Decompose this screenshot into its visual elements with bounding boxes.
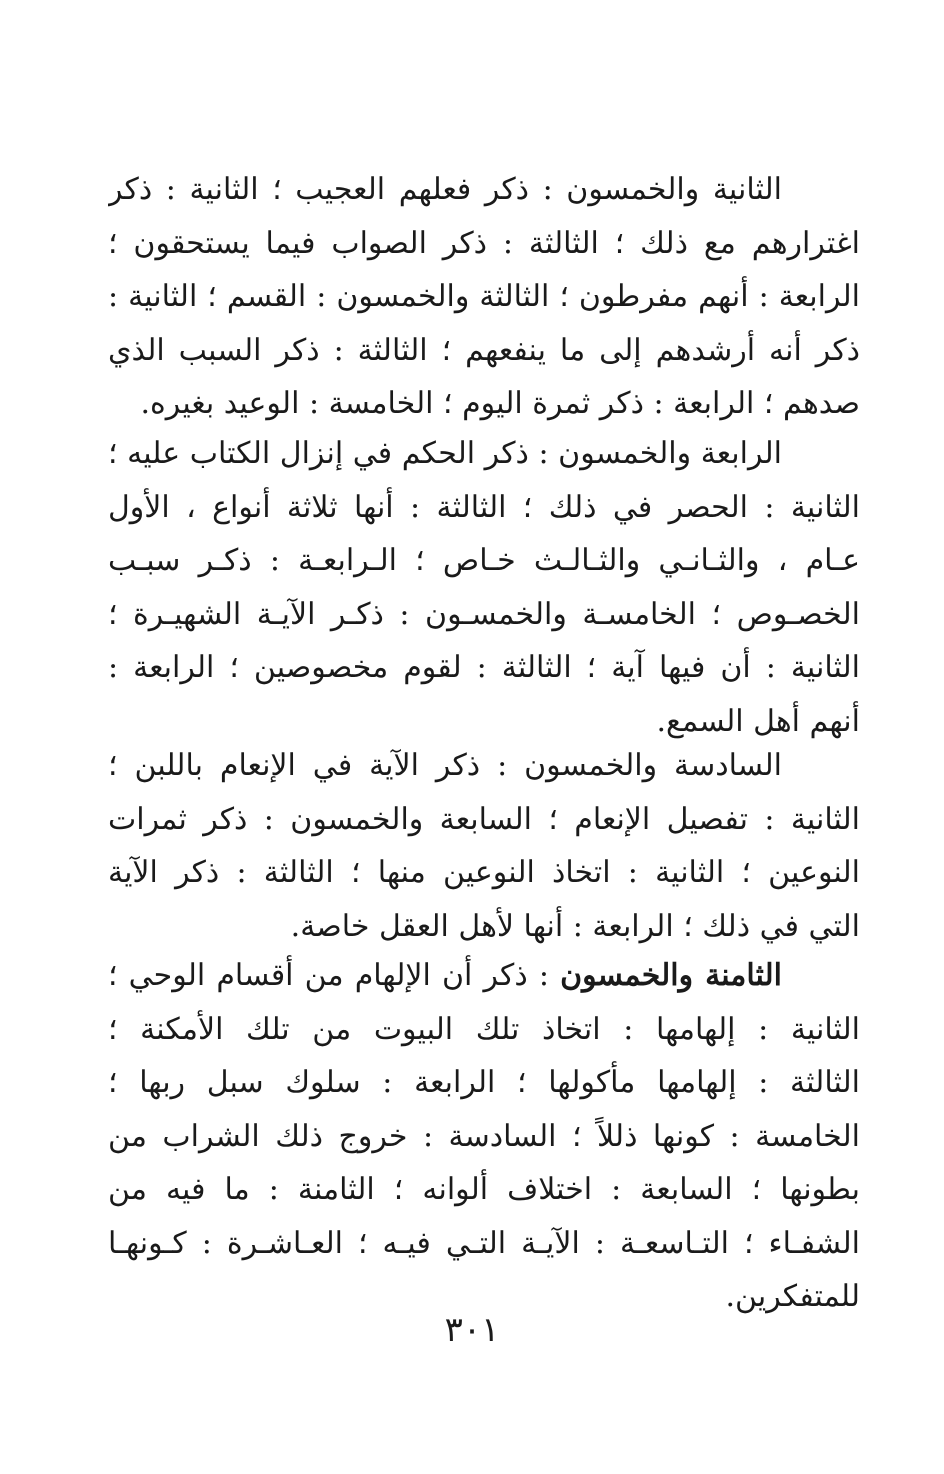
paragraph-4-line-2: الثانية : إلهامها : اتخاذ تلك البيوت من تلك الأمكنة ؛ bbox=[108, 1011, 860, 1047]
paragraph-1 bbox=[108, 163, 860, 431]
paragraph-1-line-4: ذكر أنه أرشدهم إلى ما ينفعهم ؛ الثالثة : ذكر السبب الذي bbox=[108, 332, 860, 368]
paragraph-2 bbox=[108, 427, 860, 748]
paragraph-3-line-3: النوعين ؛ الثانية : اتخاذ النوعين منها ؛ الثالثة : ذكر الآية bbox=[108, 855, 860, 890]
paragraph-2-line-3: عـام ، والثـانـي والثـالـث خـاص ؛ الـرابعـة : ذكـر سبـب bbox=[108, 543, 860, 578]
paragraph-2-line-2: الثانية : الحصر في ذلك ؛ الثالثة : أنها ثلاثة أنواع ، الأول bbox=[108, 489, 860, 525]
paragraph-3-line-4: التي في ذلك ؛ الرابعة : أنها لأهل العقل خاصة. bbox=[290, 908, 860, 944]
paragraph-4-line-1 bbox=[108, 949, 860, 1003]
paragraph-4 bbox=[108, 949, 860, 1324]
paragraph-1-line-2: اغترارهم مع ذلك ؛ الثالثة : ذكر الصواب فيما يستحقون ؛ bbox=[108, 225, 860, 261]
paragraph-3 bbox=[108, 739, 860, 953]
paragraph-3-line-2: الثانية : تفصيل الإنعام ؛ السابعة والخمسون : ذكر ثمرات bbox=[108, 801, 860, 837]
paragraph-4-line-6: الشفـاء ؛ التـاسعـة : الآيـة التـي فيـه ؛ العـاشـرة : كـونهـا bbox=[108, 1225, 860, 1261]
paragraph-1-line-5: صدهم ؛ الرابعة : ذكر ثمرة اليوم ؛ الخامسة : الوعيد بغيره. bbox=[140, 386, 860, 421]
paragraph-2-line-5: الثانية : أن فيها آية ؛ الثالثة : لقوم مخصوصين ؛ الرابعة : bbox=[108, 650, 860, 685]
paragraph-4-lead: الثامنة والخمسون bbox=[560, 958, 782, 993]
paragraph-4-line-5: بطونها ؛ السابعة : اختلاف ألوانه ؛ الثامنة : ما فيه من bbox=[108, 1172, 860, 1207]
paragraph-4-line-3: الثالثة : إلهامها مأكولها ؛ الرابعة : سلوك سبل ربها ؛ bbox=[108, 1065, 860, 1100]
page-number: ٣٠١ bbox=[444, 1310, 500, 1350]
paragraph-2-line-1: الرابعة والخمسون : ذكر الحكم في إنزال الكتاب عليه ؛ bbox=[108, 436, 782, 471]
paragraph-3-line-1: السادسة والخمسون : ذكر الآية في الإنعام باللبن ؛ bbox=[108, 748, 782, 783]
paragraph-2-line-4: الخصـوص ؛ الخامسـة والخمسـون : ذكـر الآيـة الشهيـرة ؛ bbox=[108, 596, 860, 632]
paragraph-4-line-7: للمتفكرين. bbox=[725, 1279, 860, 1314]
paragraph-1-line-3: الرابعة : أنهم مفرطون ؛ الثالثة والخمسون : القسم ؛ الثانية : bbox=[108, 279, 860, 314]
paragraph-4-line-4: الخامسة : كونها ذللاً ؛ السادسة : خروج ذلك الشراب من bbox=[108, 1118, 860, 1154]
paragraph-2-line-6: أنهم أهل السمع. bbox=[656, 703, 860, 739]
paragraph-1-line-1: الثانية والخمسون : ذكر فعلهم العجيب ؛ الثانية : ذكر bbox=[108, 172, 782, 207]
paragraph-4-line-1-rest: : ذكر أن الإلهام من أقسام الوحي ؛ bbox=[108, 958, 561, 993]
